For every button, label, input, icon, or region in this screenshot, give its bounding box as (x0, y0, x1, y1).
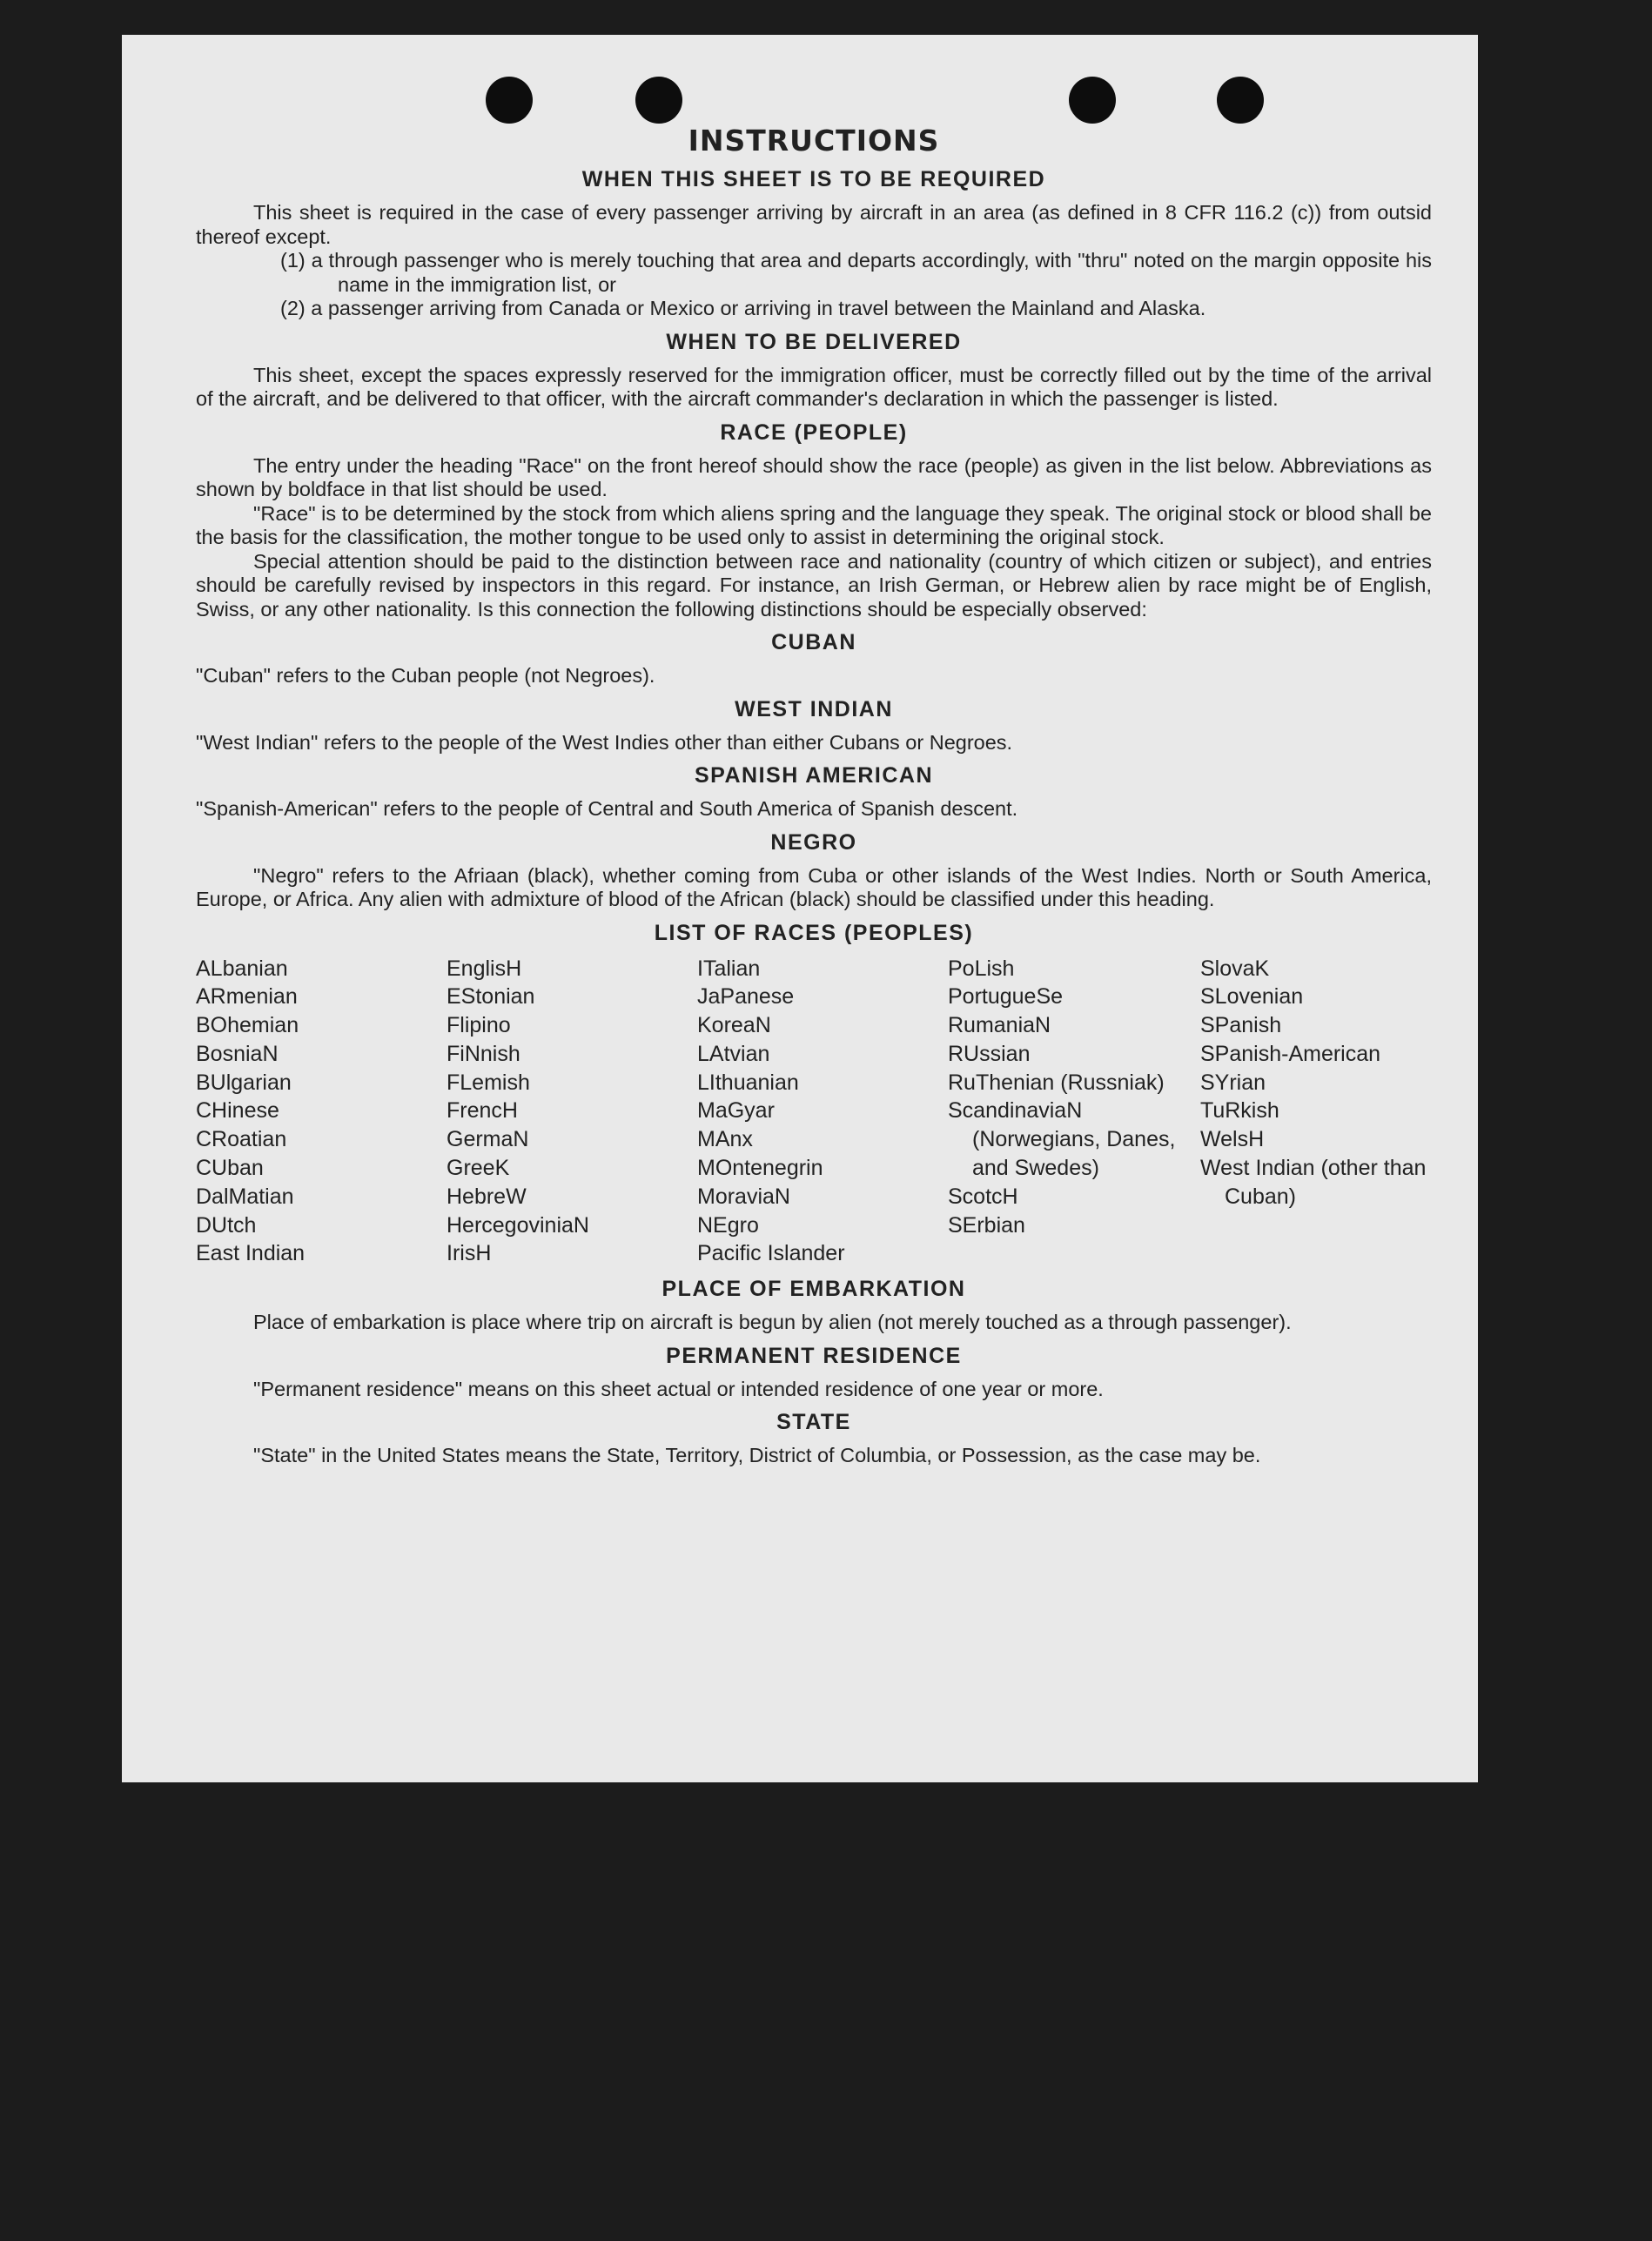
race-item: MAnx (697, 1127, 753, 1152)
race-item: ScandinaviaN (Norwegians, Danes, and Swedes) (948, 1098, 1176, 1181)
heading-spanish-american: SPANISH AMERICAN (694, 763, 933, 788)
page-title: INSTRUCTIONS (688, 124, 940, 158)
race-item: GreeK (447, 1156, 510, 1181)
race-paragraph-3: Special attention should be paid to the distinction between race and nationality (country of which citizen or subject), and entries should be carefully revised by inspectors in this regard. For instance, an Irish German, or Hebrew alien by race might be of English, Swiss, or any other nationality. Is this connection the following distinctions should be especially observed: (196, 549, 1432, 621)
race-paragraph-1: The entry under the heading "Race" on the front hereof should show the race (people) as given in the list below. Abbreviations as shown by boldface in that list should be used. (196, 453, 1432, 500)
spanish-american-text: "Spanish-American" refers to the people of Central and South America of Spanish descent. (196, 797, 1018, 820)
race-item: MoraviaN (697, 1184, 790, 1209)
race-item: BosniaN (196, 1041, 279, 1066)
heading-embarkation: PLACE OF EMBARKATION (661, 1277, 966, 1302)
heading-races-list: LIST OF RACES (PEOPLES) (654, 920, 974, 945)
race-item: FLemish (447, 1070, 530, 1095)
race-item: EStonian (447, 984, 535, 1010)
race-item: RumaniaN (948, 1013, 1051, 1038)
race-item: West Indian (other than Cuban) (1200, 1156, 1427, 1209)
race-item: MOntenegrin (697, 1156, 823, 1181)
race-item: TuRkish (1200, 1098, 1279, 1124)
race-item: GermaN (447, 1127, 529, 1152)
race-item: DalMatian (196, 1184, 294, 1209)
cuban-text: "Cuban" refers to the Cuban people (not Negroes). (196, 664, 655, 687)
punch-hole (1069, 77, 1116, 124)
race-item: East Indian (196, 1241, 306, 1266)
race-item: IrisH (447, 1241, 492, 1266)
race-item: DUtch (196, 1212, 257, 1238)
races-column (697, 955, 948, 1269)
race-item: CRoatian (196, 1127, 287, 1152)
residence-text: "Permanent residence" means on this sheet actual or intended residence of one year or more. (253, 1377, 1104, 1400)
race-item: Flipino (447, 1013, 511, 1038)
race-item: PortugueSe (948, 984, 1064, 1010)
race-item: HercegoviniaN (447, 1212, 589, 1238)
race-item: ITalian (697, 956, 761, 981)
race-item: CUban (196, 1156, 264, 1181)
race-item: WelsH (1200, 1127, 1265, 1152)
races-column (447, 955, 697, 1269)
heading-residence: PERMANENT RESIDENCE (666, 1343, 962, 1368)
race-item: FiNnish (447, 1041, 520, 1066)
race-item: RUssian (948, 1041, 1031, 1066)
race-item: SlovaK (1200, 956, 1270, 981)
heading-cuban: CUBAN (771, 630, 856, 654)
heading-race: RACE (PEOPLE) (720, 419, 908, 445)
race-item: SErbian (948, 1212, 1025, 1238)
race-item: SPanish-American (1200, 1041, 1381, 1066)
punch-hole (635, 77, 682, 124)
race-item: LAtvian (697, 1041, 770, 1066)
race-item: SLovenian (1200, 984, 1304, 1010)
race-item: JaPanese (697, 984, 795, 1010)
race-paragraph-2: "Race" is to be determined by the stock from which aliens spring and the language they speak. The original stock or blood shall be the basis for the classification, the mother tongue to be used only to assist in determining the original stock. (196, 501, 1432, 548)
state-text: "State" in the United States means the State, Territory, District of Columbia, or Possession, as the case may be. (253, 1444, 1261, 1467)
race-item: ARmenian (196, 984, 298, 1010)
heading-negro: NEGRO (770, 829, 857, 855)
west-indian-text: "West Indian" refers to the people of the West Indies other than either Cubans or Negroes. (196, 730, 1013, 754)
race-item: RuThenian (Russniak) (948, 1070, 1165, 1095)
race-item: LIthuanian (697, 1070, 799, 1095)
races-list (196, 955, 1432, 1269)
race-item: CHinese (196, 1098, 279, 1124)
race-item: BOhemian (196, 1013, 299, 1038)
punch-hole (1217, 77, 1264, 124)
heading-delivered: WHEN TO BE DELIVERED (666, 329, 962, 354)
race-item: HebreW (447, 1184, 527, 1209)
heading-state: STATE (776, 1410, 851, 1435)
heading-required: WHEN THIS SHEET IS TO BE REQUIRED (581, 167, 1046, 191)
delivered-text: This sheet, except the spaces expressly reserved for the immigration officer, must be correctly filled out by the time of the arrival of the aircraft, and be delivered to that officer, with the aircraft commander's declaration in which the passenger is listed. (196, 363, 1432, 410)
required-exception-2: (2) a passenger arriving from Canada or Mexico or arriving in travel between the Mainland and Alaska. (280, 297, 1206, 319)
races-column (948, 955, 1200, 1269)
race-item: PoLish (948, 956, 1015, 981)
race-item: ScotcH (948, 1184, 1018, 1209)
race-item: NEgro (697, 1212, 759, 1238)
race-item: SYrian (1200, 1070, 1266, 1095)
race-item: SPanish (1200, 1013, 1282, 1038)
embarkation-text: Place of embarkation is place where trip on aircraft is begun by alien (not merely touched as a through passenger). (253, 1311, 1292, 1334)
race-item: EnglisH (447, 956, 522, 981)
race-item: KoreaN (697, 1013, 771, 1038)
race-item: BUlgarian (196, 1070, 292, 1095)
instruction-sheet (122, 35, 1478, 1782)
races-column (1200, 955, 1432, 1269)
sheet-content (196, 124, 1432, 1468)
races-column (196, 955, 447, 1269)
punch-hole (486, 77, 533, 124)
race-item: ALbanian (196, 956, 288, 981)
race-item: FrencH (447, 1098, 518, 1124)
negro-text: "Negro" refers to the Afriaan (black), whether coming from Cuba or other islands of the West Indies. North or South America, Europe, or Africa. Any alien with admixture of blood of the African (black) should be classified under this heading. (196, 863, 1432, 910)
required-intro: This sheet is required in the case of every passenger arriving by aircraft in an area (as defined in 8 CFR 116.2 (c)) from outsid thereof except. (196, 201, 1432, 248)
race-item: Pacific Islander (697, 1241, 845, 1266)
heading-west-indian: WEST INDIAN (735, 696, 893, 721)
race-item: MaGyar (697, 1098, 775, 1124)
required-exception-1: (1) a through passenger who is merely touching that area and departs accordingly, with "thru" noted on the margin opposite his name in the immigration list, or (280, 249, 1432, 296)
